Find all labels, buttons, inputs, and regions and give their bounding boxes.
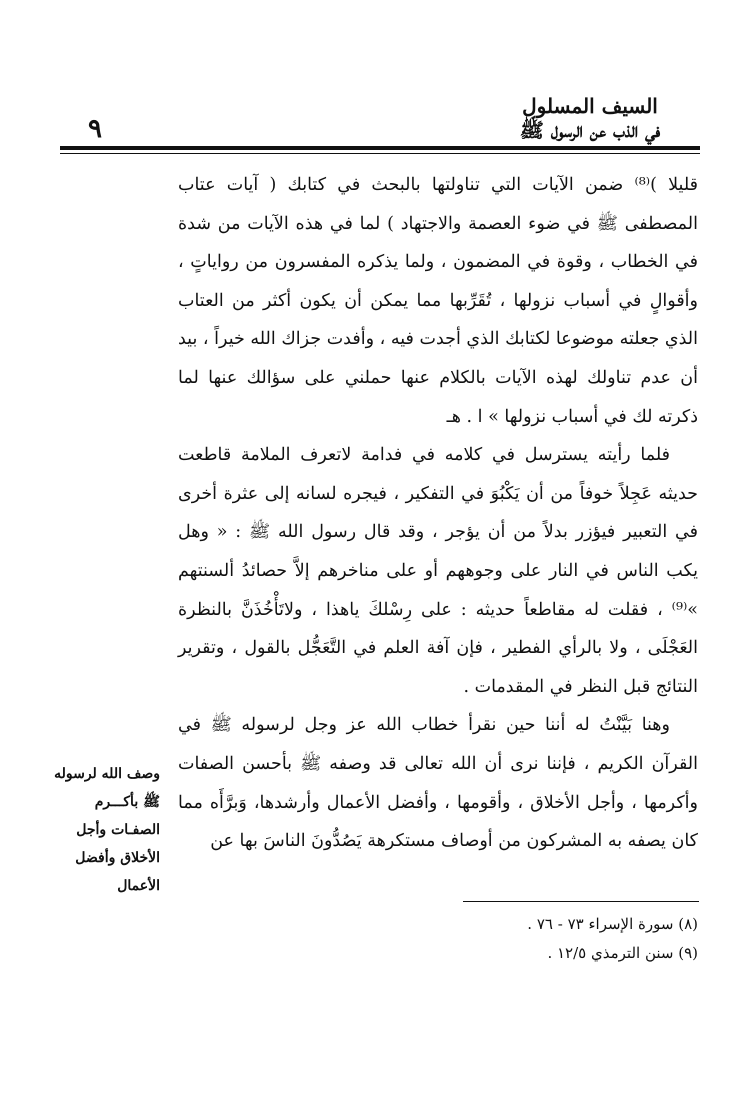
running-title [480, 94, 700, 142]
footnote-8: (٨) سورة الإسراء ٧٣ - ٧٦ . [527, 915, 698, 933]
margin-note-line: الأخلاق وأفضل [75, 850, 160, 866]
footnote-rule [463, 901, 699, 902]
page-header [60, 94, 700, 144]
main-text [178, 166, 698, 861]
page-number: ٩ [88, 114, 102, 144]
margin-note-line: وصف الله لرسوله [54, 766, 160, 782]
paragraph-1: قليلا )⁽⁸⁾ ضمن الآيات التي تناولتها بالبحث في كتابك ( آيات عتاب المصطفى ﷺ في ضوء العصمة والاجتهاد ) لما في هذه الآيات من شدة في الخطاب ، وقوة في المضمون ، ولما يذكره المفسرون من رواياتٍ ، وأقوالٍ في أسباب نزولها ، تُقَرِّبها مما يمكن أن يكون أكثر من العتاب الذي جعلته موضوعا لكتابك الذي أجدت فيه ، وأفدت جزاك الله خيراً ، بيد أن عدم تناولك لهذه الآيات بالكلام عنها حملني على سؤالك عنها لما ذكرته لك في أسباب نزولها » ا . هـ [178, 175, 698, 427]
margin-note-line: الأعمال [117, 878, 160, 894]
footnotes [300, 910, 698, 968]
header-rule-thin [60, 153, 700, 154]
paragraph-3: وهنا بَيَّنْتُ له أننا حين نقرأ خطاب الله عز وجل لرسوله ﷺ في القرآن الكريم ، فإننا نرى أن الله تعالى قد وصفه ﷺ بأحسن الصفات وأكرمها ، وأجل الأخلاق ، وأقومها ، وأفضل الأعمال وأرشدها، وَبرَّأَه مما كان يصفه به المشركون من أوصاف مستكرهة يَصُدُّونَ الناسَ بها عن [178, 715, 698, 852]
header-rule-thick [60, 146, 700, 150]
margin-note [40, 760, 160, 900]
margin-note-line: ﷺ بأكـــرم [94, 794, 160, 810]
running-title-line1: السيف المسلول [522, 94, 658, 118]
margin-note-line: الصفـات وأجل [76, 822, 160, 838]
running-title-line2: في الذب عن الرسول ﷺ [519, 118, 661, 142]
paragraph-2: فلما رأيته يسترسل في كلامه في فدامة لاتعرف الملامة قاطعت حديثه عَجِلاً خوفاً من أن يَكْبُوَ في التفكير ، فيجره لسانه إلى عثرة أخرى في التعبير فيؤزر بدلاً من أن يؤجر ، وقد قال رسول الله ﷺ : « وهل يكب الناس في النار على وجوههم أو على مناخرهم إلاَّ حصائدُ ألسنتهم »⁽⁹⁾ ، فقلت له مقاطعاً حديثه : على رِسْلكَ ياهذا ، ولاتَأْخُذَنَّ بالنظرة العَجْلَى ، ولا بالرأي الفطير ، فإن آفة العلم في التَّعَجُّل بالقول ، وتقرير النتائج قبل النظر في المقدمات . [178, 445, 698, 697]
footnote-9: (٩) سنن الترمذي ١٢/٥ . [547, 944, 698, 962]
